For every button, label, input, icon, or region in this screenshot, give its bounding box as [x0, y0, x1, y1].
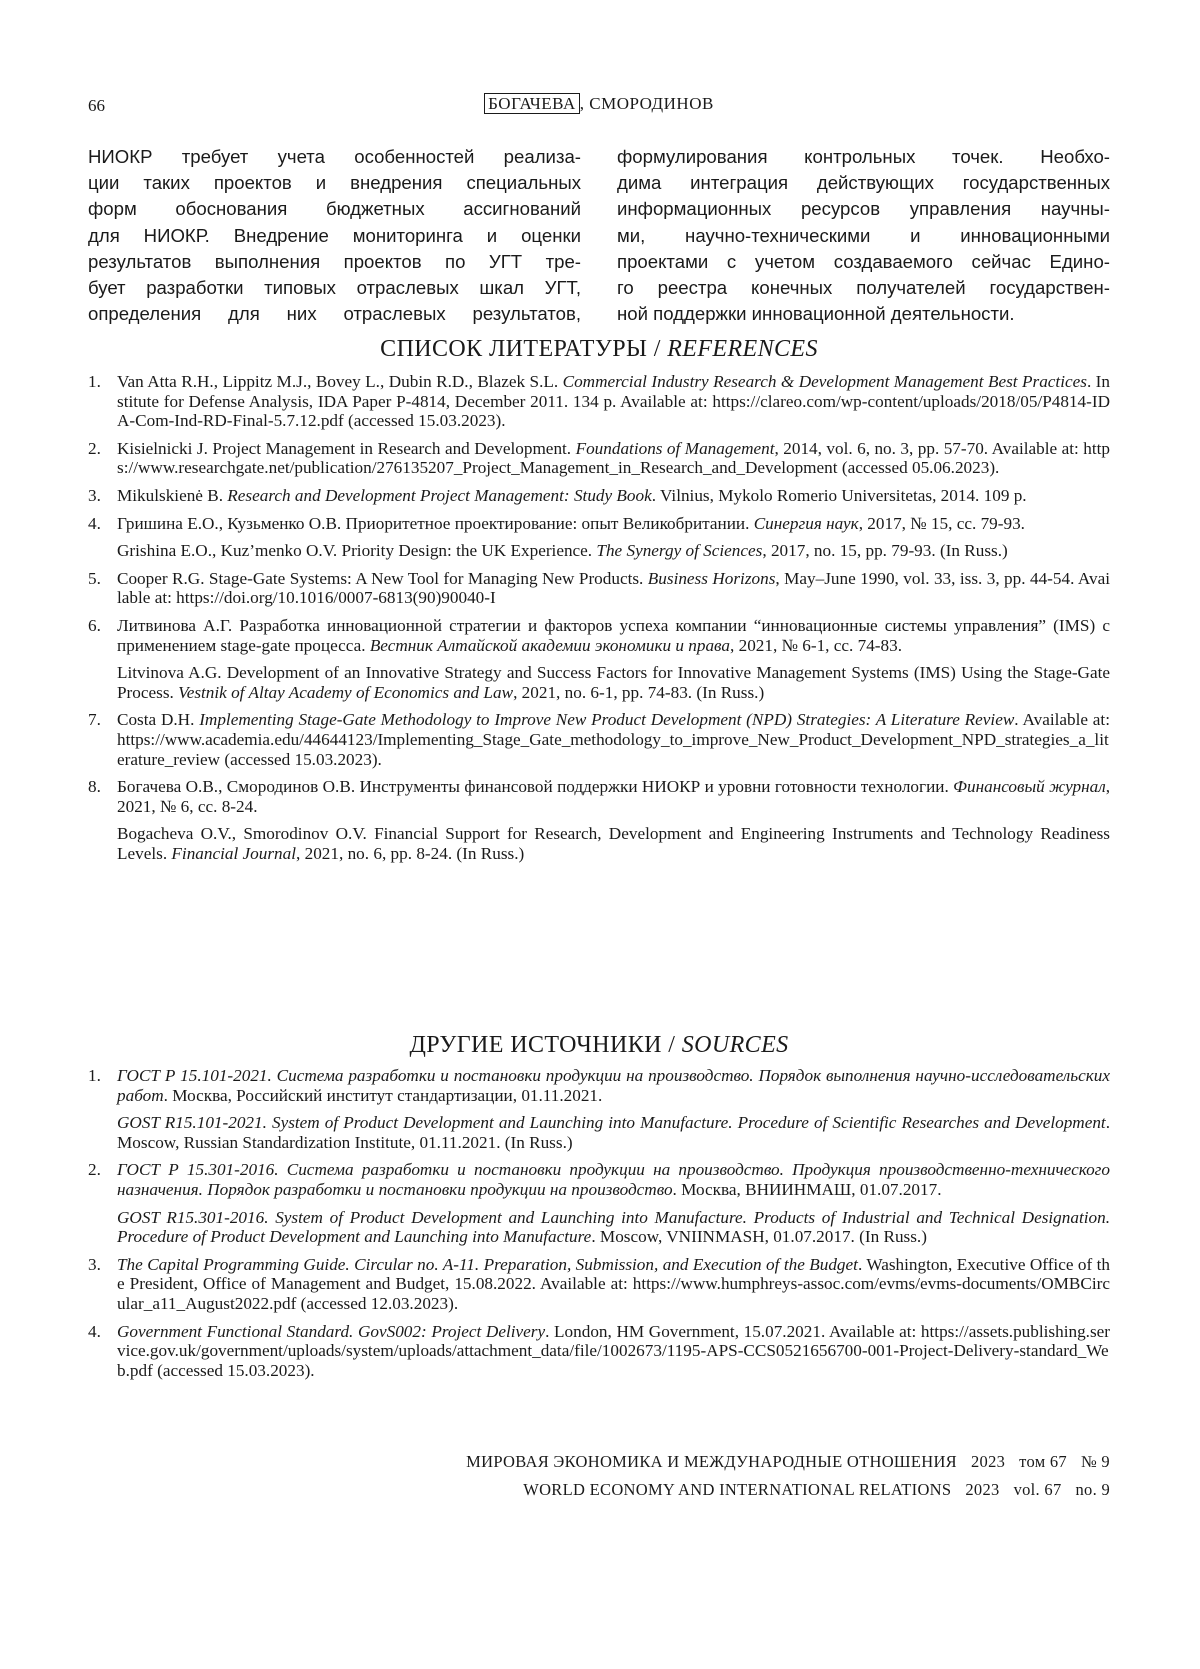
reference-translation: GOST R15.301-2016. System of Product Development and Launching into Manufacture. Products of Industrial and Technical Designation. Procedure of Product Development and Launching into Manufacture. Moscow, VNIINMASH, 01.07.2017. (In Russ.): [117, 1207, 1110, 1247]
header-authors: [88, 94, 1110, 114]
body-line: для НИОКР. Внедрение мониторинга и оценки: [88, 224, 581, 246]
body-line: форм обоснования бюджетных ассигнований: [88, 198, 581, 220]
reference-item: [88, 1066, 1110, 1152]
reference-title: Research and Development Project Management: Study Book: [227, 485, 652, 505]
reference-text: Government Functional Standard. GovS002: Project Delivery. London, HM Government, 15.07.2021. Available at: https://assets.publishing.service.gov.uk/government/uploads/system/uploads/attachment_data/file/1002673/1195-APS-CCS0521656700-001-Project-Delivery-standard_Web.pdf (accessed 15.03.2023).: [117, 1321, 1110, 1380]
body-line: определения для них отраслевых результатов,: [88, 303, 581, 325]
reference-title: Business Horizons: [647, 568, 776, 588]
reference-item: [88, 616, 1110, 702]
reference-text: Богачева О.В., Смородинов О.В. Инструменты финансовой поддержки НИОКР и уровни готовности технологии. Финансовый журнал, 2021, № 6, сс. 8-24.: [117, 777, 1110, 816]
body-columns: [88, 144, 1110, 344]
sources-heading: ДРУГИЕ ИСТОЧНИКИ / SOURCES: [409, 1032, 789, 1058]
reference-title: Vestnik of Altay Academy of Economics and Law: [178, 682, 514, 702]
reference-number: 8.: [88, 777, 101, 797]
body-line: информационных ресурсов управления научны-: [617, 198, 1110, 220]
boxed-author: БОГАЧЕВА: [484, 93, 580, 114]
journal-issue: № 9: [1080, 1452, 1110, 1471]
page-number: 66: [88, 96, 105, 115]
reference-item: [88, 1255, 1110, 1314]
reference-item: [88, 1160, 1110, 1246]
reference-text: Van Atta R.H., Lippitz M.J., Bovey L., Dubin R.D., Blazek S.L. Commercial Industry Research & Development Management Best Practices. Institute for Defense Analysis, IDA Paper P-4814, December 2011. 134 p. Available at: https://clareo.com/wp-content/uploads/2018/05/P4814-IDA-Com-Ind-RD-Final-5.7.12.pdf (accessed 15.03.2023).: [117, 372, 1110, 431]
reference-translation: GOST R15.101-2021. System of Product Development and Launching into Manufacture. Procedure of Scientific Researches and Development. Moscow, Russian Standardization Institute, 01.11.2021. (In Russ.): [117, 1113, 1110, 1152]
reference-translation: Bogacheva O.V., Smorodinov O.V. Financial Support for Research, Development and Engineering Instruments and Technology Readiness Levels. Financial Journal, 2021, no. 6, pp. 8-24. (In Russ.): [117, 824, 1110, 863]
reference-item: [88, 439, 1110, 478]
body-line: формулирования контрольных точек. Необхо-: [617, 146, 1110, 167]
reference-text: Литвинова А.Г. Разработка инновационной стратегии и факторов успеха компании “инновационные системы управления” (IMS) с применением stage-gate процесса. Вестник Алтайской академии экономики и права, 2021, № 6-1, сс. 74-83.: [117, 615, 1110, 655]
reference-text: Cooper R.G. Stage-Gate Systems: A New Tool for Managing New Products. Business Horizons, May–June 1990, vol. 33, iss. 3, pp. 44-54. Available at: https://doi.org/10.1016/0007-6813(90)90040-I: [117, 568, 1110, 608]
reference-text: ГОСТ Р 15.301-2016. Система разработки и постановки продукции на производство. Продукция производственно-технического назначения. Порядок разработки и постановки продукции на производство. Москва, ВНИИНМАШ, 01.07.2017.: [117, 1160, 1110, 1199]
reference-number: 5.: [88, 568, 101, 588]
reference-title: Implementing Stage-Gate Methodology to Improve New Product Development (NPD) Strategies: A Literature Review: [199, 710, 1015, 730]
reference-number: 4.: [88, 513, 101, 533]
reference-title: Финансовый журнал: [953, 777, 1106, 797]
reference-title: Синергия наук: [753, 513, 859, 533]
reference-item: [88, 486, 1110, 506]
reference-title: Financial Journal: [171, 843, 297, 863]
reference-number: 2.: [88, 1160, 101, 1180]
reference-number: 6.: [88, 615, 101, 635]
reference-item: [88, 372, 1110, 431]
references-heading: СПИСОК ЛИТЕРАТУРЫ / REFERENCES: [380, 336, 818, 362]
right-column: [617, 144, 1110, 327]
journal-footer-ru: [210, 1452, 1110, 1472]
left-column: [88, 144, 581, 327]
body-line: бует разработки типовых отраслевых шкал УГТ,: [88, 277, 581, 299]
reference-title: Government Functional Standard. GovS002: Project Delivery: [117, 1321, 546, 1341]
body-line: дима интеграция действующих государственных: [617, 172, 1110, 194]
journal-title-ru: МИРОВАЯ ЭКОНОМИКА И МЕЖДУНАРОДНЫЕ ОТНОШЕНИЯ: [466, 1452, 957, 1471]
journal-issue: no. 9: [1075, 1480, 1110, 1499]
journal-footer-en: [210, 1480, 1110, 1500]
body-line: результатов выполнения проектов по УГТ тре-: [88, 250, 581, 272]
reference-text: Гришина Е.О., Кузьменко О.В. Приоритетное проектирование: опыт Великобритании. Синергия наук, 2017, № 15, сс. 79-93.: [117, 513, 1025, 533]
body-line: го реестра конечных получателей государствен-: [617, 277, 1110, 299]
body-line: ции таких проектов и внедрения специальных: [88, 172, 581, 194]
reference-title: ГОСТ Р 15.101-2021. Система разработки и постановки продукции на производство. Порядок выполнения научно-исследовательских работ: [117, 1066, 1110, 1105]
reference-title: The Synergy of Sciences: [596, 541, 763, 561]
body-line: ми, научно-техническими и инновационными: [617, 224, 1110, 246]
reference-text: The Capital Programming Guide. Circular no. A-11. Preparation, Submission, and Execution of the Budget. Washington, Executive Office of the President, Office of Management and Budget, 15.08.2022. Available at: https://www.humphreys-assoc.com/evms/evms-documents/OMBCircular_a11_August2022.pdf (accessed 12.03.2023).: [117, 1254, 1110, 1313]
reference-number: 2.: [88, 438, 101, 458]
references-list: [88, 372, 1110, 871]
body-line: НИОКР требует учета особенностей реализа-: [88, 146, 581, 167]
reference-title: Commercial Industry Research & Development Management Best Practices: [562, 372, 1087, 391]
reference-title: Вестник Алтайской академии экономики и права: [369, 635, 730, 655]
reference-number: 3.: [88, 485, 101, 505]
reference-number: 4.: [88, 1321, 101, 1341]
journal-volume: том 67: [1019, 1452, 1067, 1471]
reference-number: 1.: [88, 372, 101, 391]
reference-title: ГОСТ Р 15.301-2016. Система разработки и постановки продукции на производство. Продукция производственно-технического назначения. Порядок разработки и постановки продукции на производство: [117, 1160, 1110, 1199]
journal-year: 2023: [965, 1480, 1000, 1499]
reference-text: Costa D.H. Implementing Stage-Gate Methodology to Improve New Product Development (NPD) Strategies: A Literature Review. Available at: https://www.academia.edu/44644123/Implementing_Stage_Gate_methodology_to_improve_New_Product_Development_NPD_strategies_a_literature_review (accessed 15.03.2023).: [117, 710, 1110, 769]
reference-item: [88, 1322, 1110, 1381]
reference-text: ГОСТ Р 15.101-2021. Система разработки и постановки продукции на производство. Порядок выполнения научно-исследовательских работ. Москва, Российский институт стандартизации, 01.11.2021.: [117, 1066, 1110, 1105]
sources-list: [88, 1066, 1110, 1388]
other-author: , СМОРОДИНОВ: [579, 94, 714, 113]
reference-translation: Litvinova A.G. Development of an Innovative Strategy and Success Factors for Innovative Management Systems (IMS) Using the Stage-Gate Process. Vestnik of Altay Academy of Economics and Law, 2021, no. 6-1, pp. 74-83. (In Russ.): [117, 663, 1110, 702]
reference-item: [88, 514, 1110, 561]
running-header: [88, 94, 1110, 120]
reference-item: [88, 777, 1110, 863]
reference-number: 3.: [88, 1254, 101, 1274]
reference-text: Kisielnicki J. Project Management in Research and Development. Foundations of Management, 2014, vol. 6, no. 3, pp. 57-70. Available at: https://www.researchgate.net/publication/276135207_Project_Management_in_Research_and_Development (accessed 05.06.2023).: [117, 438, 1110, 478]
journal-volume: vol. 67: [1013, 1480, 1062, 1499]
reference-item: [88, 710, 1110, 769]
reference-number: 7.: [88, 710, 101, 730]
reference-translation: Grishina E.O., Kuz’menko O.V. Priority Design: the UK Experience. The Synergy of Sciences, 2017, no. 15, pp. 79-93. (In Russ.): [117, 541, 1008, 561]
journal-title-en: WORLD ECONOMY AND INTERNATIONAL RELATIONS: [523, 1480, 952, 1499]
reference-title: GOST R15.101-2021. System of Product Development and Launching into Manufacture. Procedure of Scientific Researches and Development: [117, 1113, 1106, 1133]
reference-text: Mikulskienė B. Research and Development Project Management: Study Book. Vilnius, Mykolo Romerio Universitetas, 2014. 109 p.: [117, 485, 1027, 505]
body-line: проектами с учетом создаваемого сейчас Едино-: [617, 250, 1110, 272]
body-line: ной поддержки инновационной деятельности.: [617, 303, 1015, 325]
reference-title: GOST R15.301-2016. System of Product Development and Launching into Manufacture. Products of Industrial and Technical Designation. Procedure of Product Development and Launching into Manufacture: [117, 1207, 1110, 1247]
reference-title: The Capital Programming Guide. Circular no. A-11. Preparation, Submission, and Execution of the Budget: [117, 1254, 858, 1274]
reference-number: 1.: [88, 1066, 101, 1085]
reference-item: [88, 569, 1110, 608]
reference-title: Foundations of Management: [575, 438, 775, 458]
journal-year: 2023: [970, 1452, 1006, 1471]
